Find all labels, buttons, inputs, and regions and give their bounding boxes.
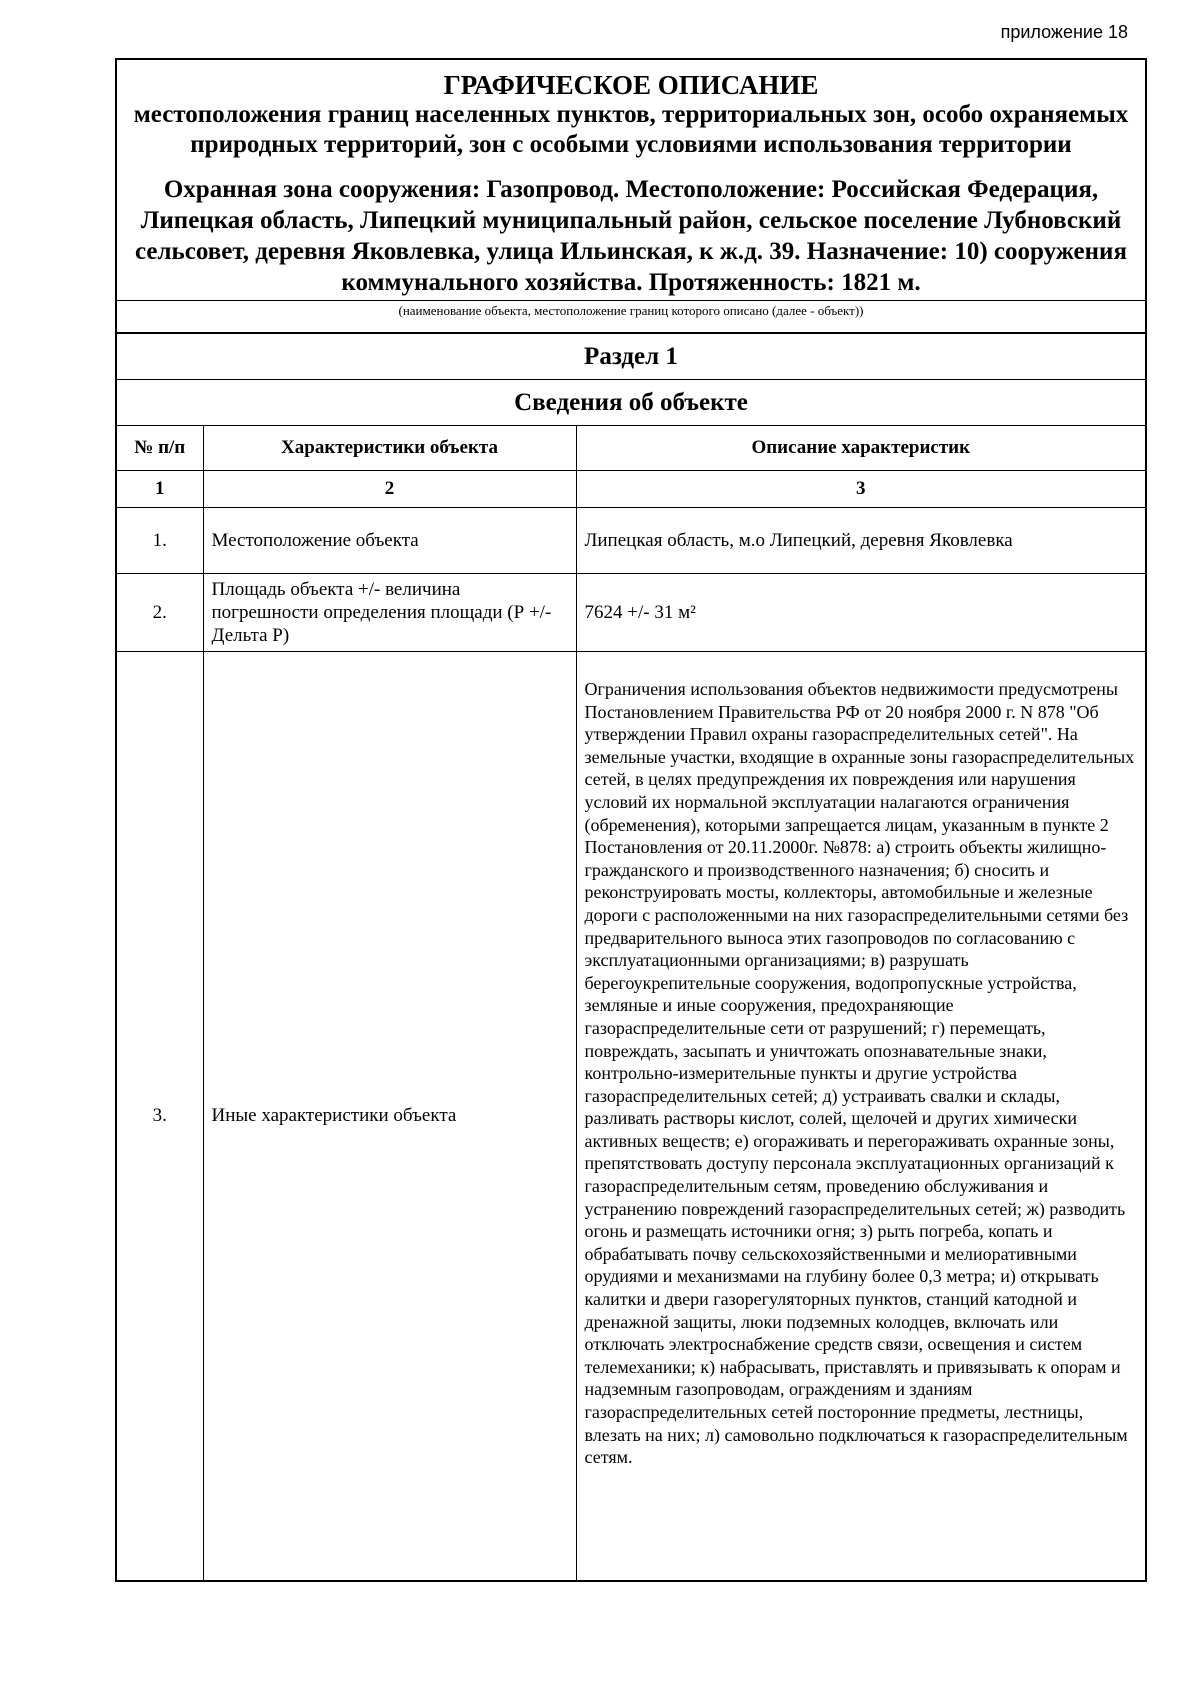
column-header-number: № п/п <box>117 426 203 471</box>
document-title: ГРАФИЧЕСКОЕ ОПИСАНИЕ <box>443 70 819 100</box>
row-number: 1. <box>117 508 203 574</box>
table-row <box>117 574 1145 652</box>
column-header-description: Описание характеристик <box>576 426 1145 471</box>
row-characteristic: Местоположение объекта <box>203 508 576 574</box>
column-number-1: 1 <box>117 471 203 508</box>
table-numbering-row <box>117 471 1145 508</box>
document-frame <box>115 58 1147 1582</box>
table-row <box>117 652 1145 1580</box>
row-number: 2. <box>117 574 203 652</box>
object-caption: (наименование объекта, местоположение границ которого описано (далее - объект)) <box>117 300 1145 334</box>
table-header-row <box>117 426 1145 471</box>
row-number: 3. <box>117 652 203 1580</box>
row-description: Ограничения использования объектов недвижимости предусмотрены Постановлением Правительства РФ от 20 ноября 2000 г. N 878 "Об утверждении Правил охраны газораспределительных сетей". На земельные участки, входящие в охранные зоны газораспределительных сетей, в целях предупреждения их повреждения или нарушения условий их нормальной эксплуатации налагаются ограничения (обременения), которыми запрещается лицам, указанным в пункте 2 Постановления от 20.11.2000г. №878: а) строить объекты жилищно-гражданского и производственного назначения; б) сносить и реконструировать мосты, коллекторы, автомобильные и железные дороги с расположенными на них газораспределительными сетями без предварительного выноса этих газопроводов по согласованию с эксплуатационными организациями; в) разрушать берегоукрепительные сооружения, водопропускные устройства, земляные и иные сооружения, предохраняющие газораспределительные сети от разрушений; г) перемещать, повреждать, засыпать и уничтожать опознавательные знаки, контрольно-измерительные пункты и другие устройства газораспределительных сетей; д) устраивать свалки и склады, разливать растворы кислот, солей, щелочей и других химически активных веществ; е) огораживать и перегораживать охранные зоны, препятствовать доступу персонала эксплуатационных организаций к газораспределительным сетям, проведению обслуживания и устранению повреждений газораспределительных сетей; ж) разводить огонь и размещать источники огня; з) рыть погреба, копать и обрабатывать почву сельскохозяйственными и мелиоративными орудиями и механизмами на глубину более 0,3 метра; и) открывать калитки и двери газорегуляторных пунктов, станций катодной и дренажной защиты, люки подземных колодцев, включать или отключать электроснабжение средств связи, освещения и систем телемеханики; к) набрасывать, приставлять и привязывать к опорам и надземным газопроводам, ограждениям и зданиям газораспределительных сетей посторонние предметы, лестницы, влезать на них; л) самовольно подключаться к газораспределительным сетям. <box>576 652 1145 1580</box>
table-row <box>117 508 1145 574</box>
appendix-label: приложение 18 <box>1000 22 1128 42</box>
column-number-2: 2 <box>203 471 576 508</box>
object-name: Охранная зона сооружения: Газопровод. Местоположение: Российская Федерация, Липецкая область, Липецкий муниципальный район, сельское поселение Лубновский сельсовет, деревня Яковлевка, улица Ильинская, к ж.д. 39. Назначение: 10) сооружения коммунального хозяйства. Протяженность: 1821 м. <box>135 176 1127 296</box>
document-subtitle: местоположения границ населенных пунктов, территориальных зон, особо охраняемых природных территорий, зон с особыми условиями использования территории <box>133 101 1129 158</box>
column-header-characteristic: Характеристики объекта <box>203 426 576 471</box>
object-info-table <box>117 426 1145 1580</box>
column-number-3: 3 <box>576 471 1145 508</box>
row-description: Липецкая область, м.о Липецкий, деревня Яковлевка <box>576 508 1145 574</box>
document-header <box>117 60 1145 300</box>
row-characteristic: Иные характеристики объекта <box>203 652 576 1580</box>
row-characteristic: Площадь объекта +/- величина погрешности определения площади (Р +/- Дельта Р) <box>203 574 576 652</box>
row-description: 7624 +/- 31 м² <box>576 574 1145 652</box>
section-title: Раздел 1 <box>117 334 1145 380</box>
section-subtitle: Сведения об объекте <box>117 380 1145 426</box>
